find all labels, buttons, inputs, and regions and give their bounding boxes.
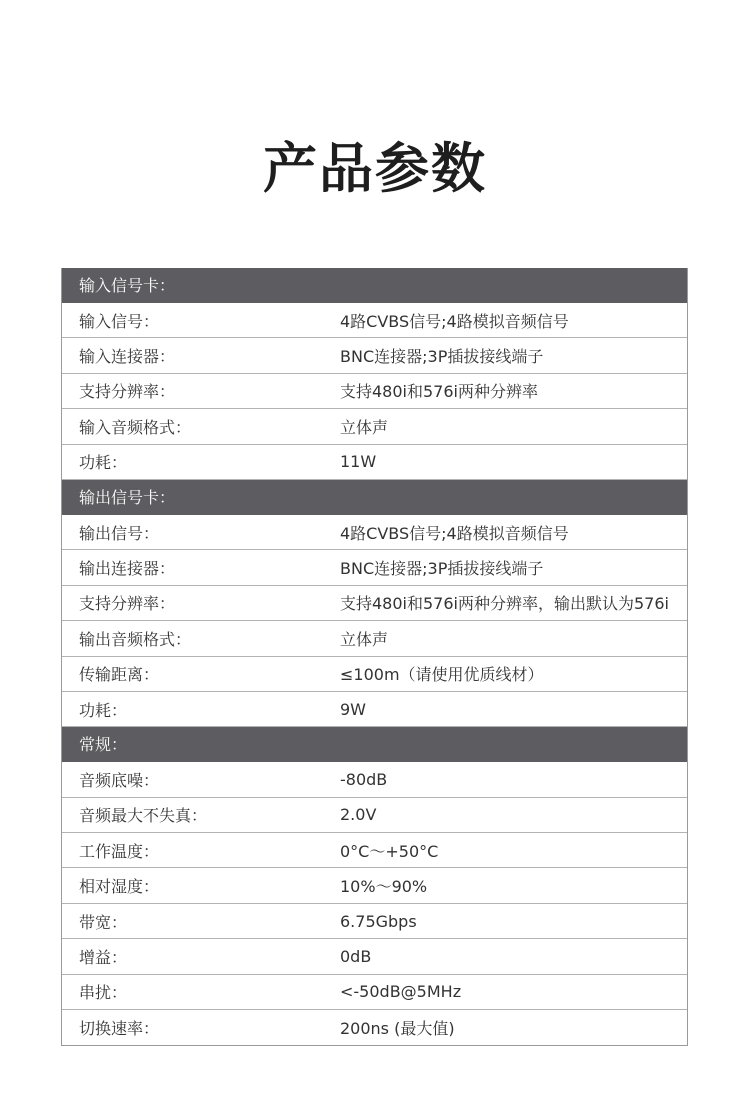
row-label: 输出连接器： [79, 559, 176, 579]
row-label: 工作温度： [79, 841, 160, 861]
table-row [62, 904, 687, 939]
row-value: 支持480i和576i两种分辨率，输出默认为576i [340, 594, 669, 614]
row-value: 4路CVBS信号;4路模拟音频信号 [340, 311, 569, 331]
row-value: 6.75Gbps [340, 911, 417, 931]
row-label: 串扰： [79, 983, 128, 1003]
row-label: 支持分辨率： [79, 382, 176, 402]
row-value: ≤100m（请使用优质线材） [340, 665, 544, 685]
row-label: 功耗： [79, 453, 128, 473]
table-row [62, 338, 687, 373]
row-label: 相对湿度： [79, 877, 160, 897]
table-row [62, 657, 687, 692]
row-value: 11W [340, 452, 377, 472]
row-value: 支持480i和576i两种分辨率 [340, 382, 538, 402]
table-row [62, 586, 687, 621]
row-value: -80dB [340, 769, 388, 789]
table-row [62, 798, 687, 833]
row-value: BNC连接器;3P插拔接线端子 [340, 347, 544, 367]
row-label: 切换速率： [79, 1019, 160, 1039]
table-row [62, 374, 687, 409]
table-row [62, 550, 687, 585]
row-label: 输入信号： [79, 311, 160, 331]
table-row [62, 445, 687, 480]
row-value: 0dB [340, 946, 372, 966]
section-header-general: 常规： [62, 727, 687, 762]
row-value: 200ns (最大值) [340, 1019, 455, 1039]
row-label: 音频底噪： [79, 770, 160, 790]
section-header-output-card: 输出信号卡： [62, 480, 687, 515]
row-label: 传输距离： [79, 665, 160, 685]
table-row [62, 1010, 687, 1045]
row-label: 带宽： [79, 912, 128, 932]
row-value: 9W [340, 699, 366, 719]
table-row [62, 868, 687, 903]
table-row [62, 621, 687, 656]
table-row [62, 762, 687, 797]
table-row [62, 409, 687, 444]
table-row [62, 303, 687, 338]
row-value: 立体声 [340, 417, 389, 437]
section-header-input-card: 输入信号卡： [62, 268, 687, 303]
table-row [62, 692, 687, 727]
row-value: 2.0V [340, 805, 377, 825]
row-label: 支持分辨率： [79, 594, 176, 614]
row-value: 10%～90% [340, 877, 428, 897]
row-label: 增益： [79, 947, 128, 967]
row-value: 0°C～+50°C [340, 841, 439, 861]
row-value: BNC连接器;3P插拔接线端子 [340, 559, 544, 579]
row-value: 4路CVBS信号;4路模拟音频信号 [340, 523, 569, 543]
table-row [62, 833, 687, 868]
spec-table [61, 268, 688, 1046]
row-label: 输出音频格式： [79, 629, 192, 649]
row-value: 立体声 [340, 629, 389, 649]
table-row [62, 939, 687, 974]
row-label: 功耗： [79, 700, 128, 720]
row-label: 输入连接器： [79, 347, 176, 367]
row-label: 输入音频格式： [79, 417, 192, 437]
table-row [62, 515, 687, 550]
table-row [62, 975, 687, 1010]
page-title: 产品参数 [263, 137, 487, 200]
row-label: 音频最大不失真： [79, 806, 208, 826]
row-label: 输出信号： [79, 523, 160, 543]
row-value: <-50dB@5MHz [340, 982, 462, 1002]
